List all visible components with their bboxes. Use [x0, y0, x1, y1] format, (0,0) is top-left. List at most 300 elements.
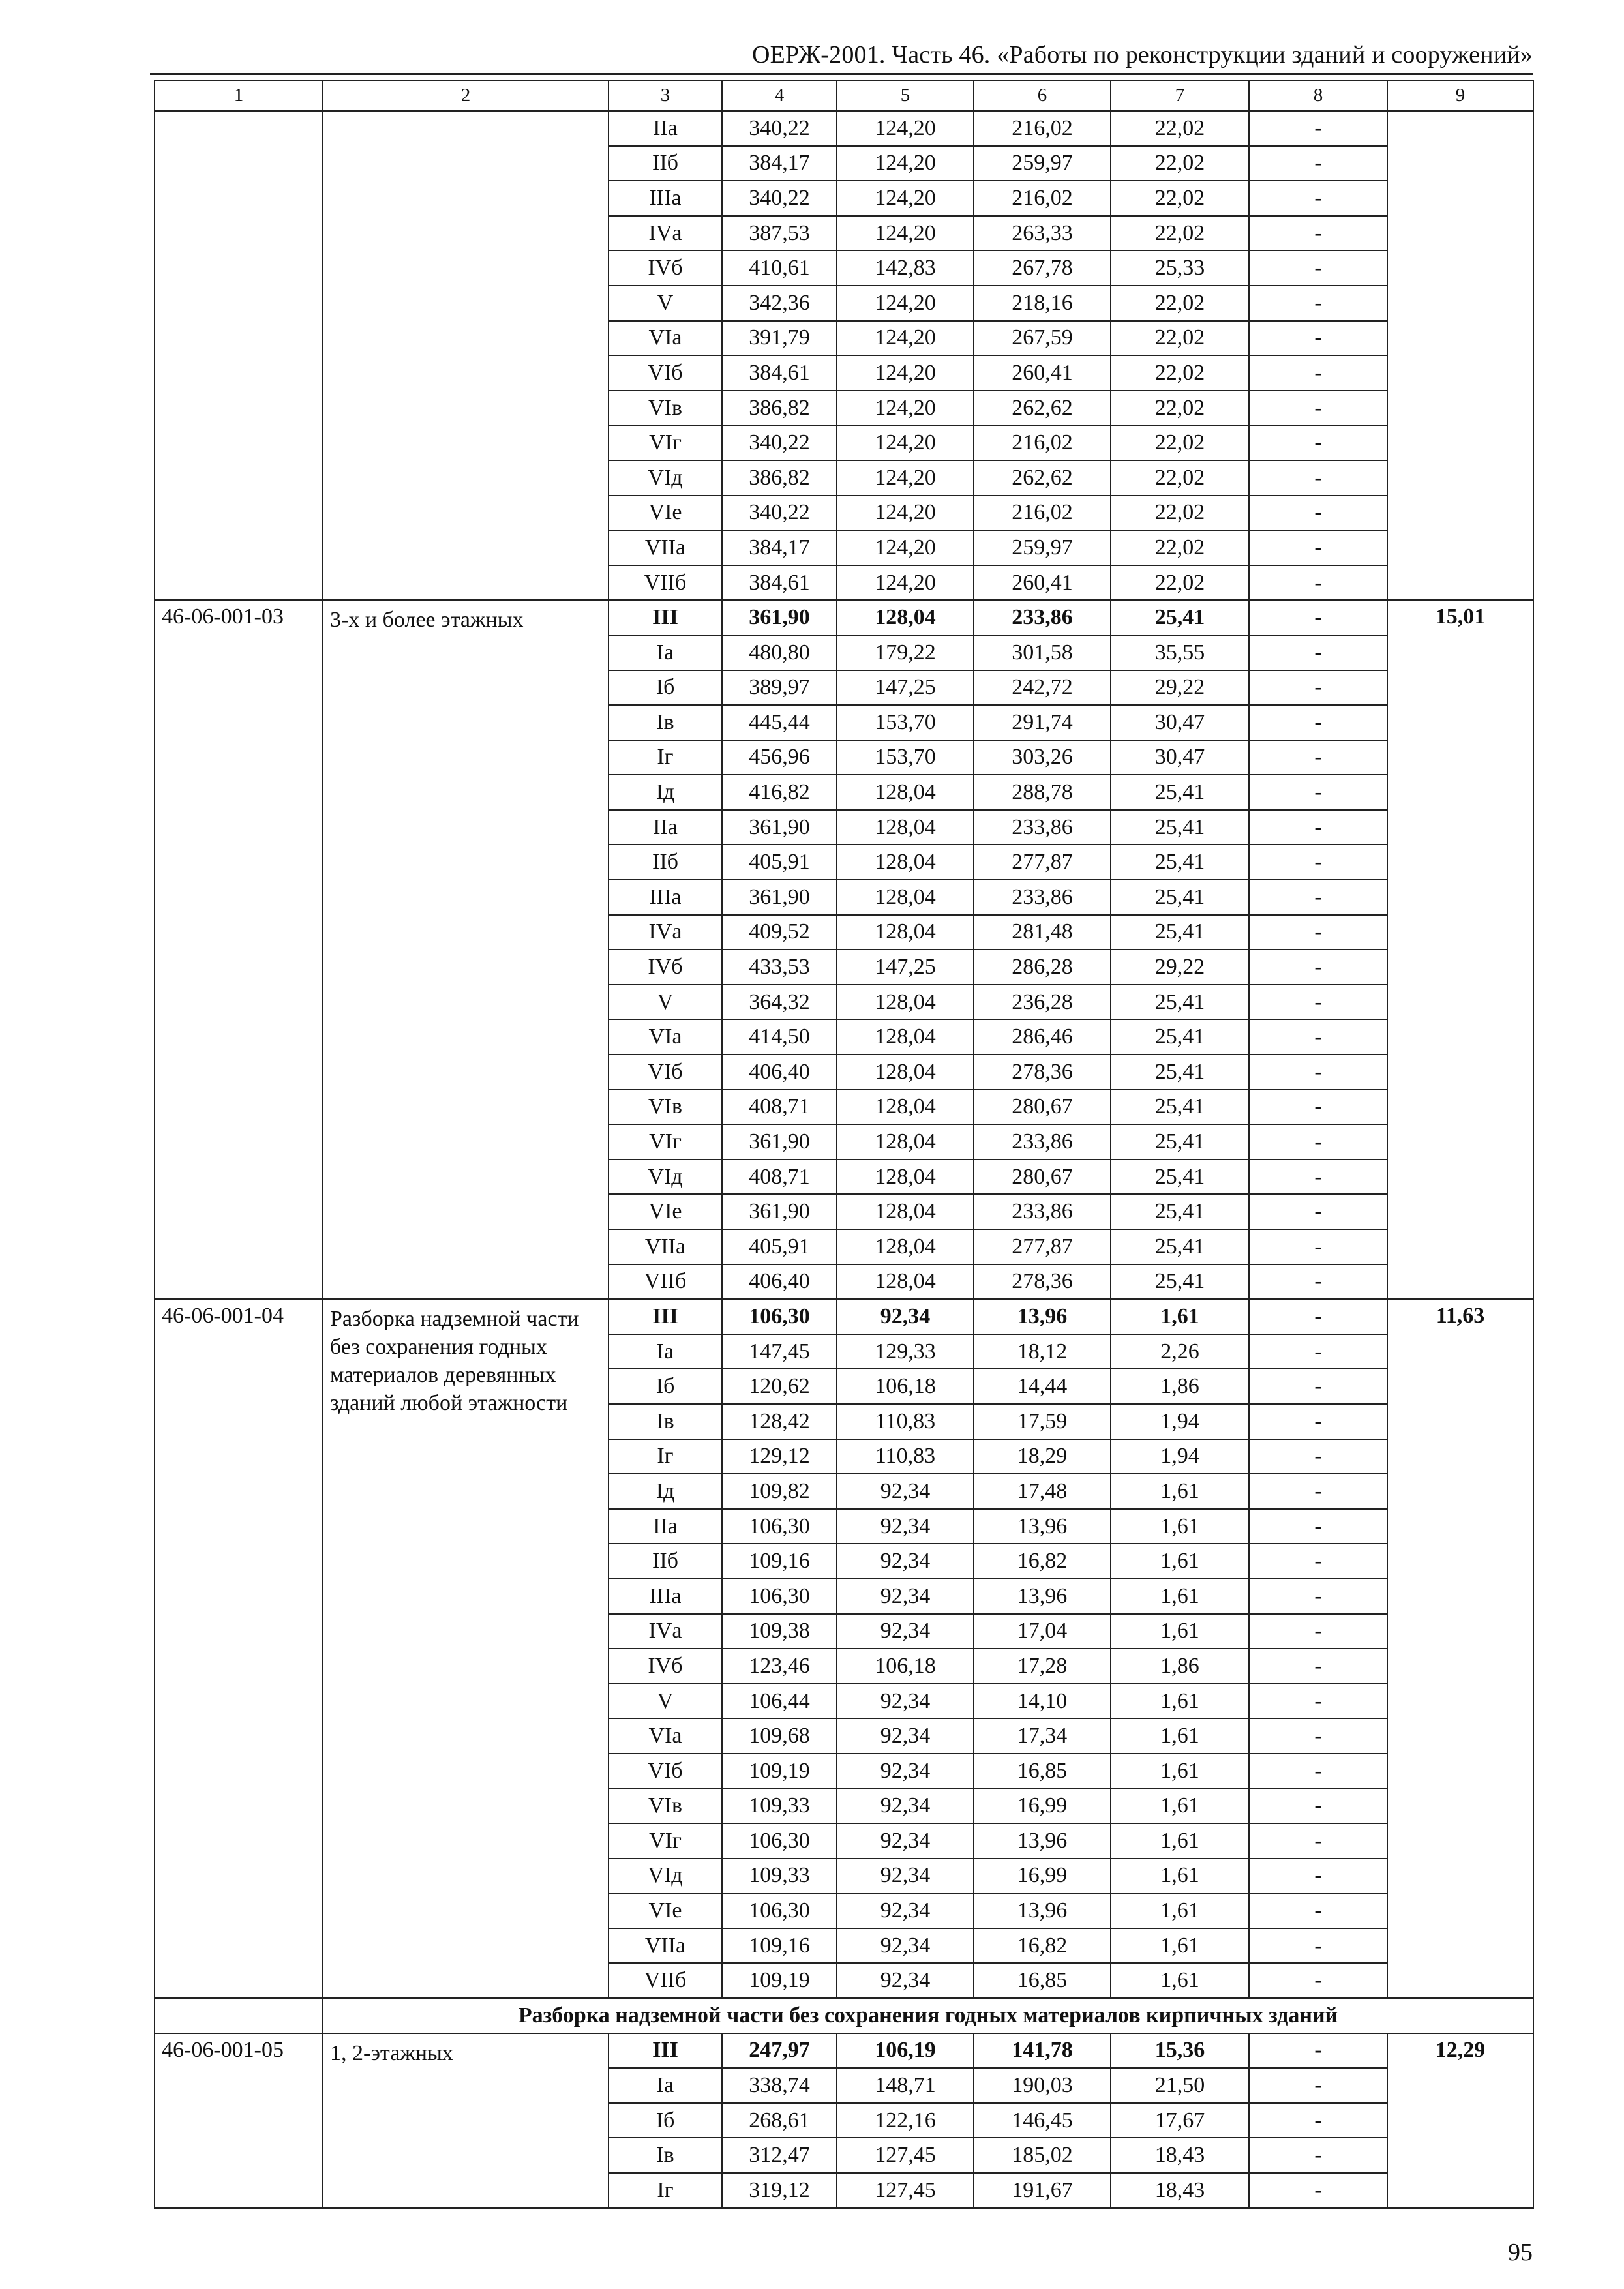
machines-cell: 216,02 — [974, 425, 1111, 460]
materials-cell: - — [1249, 111, 1387, 146]
materials-cell: - — [1249, 1649, 1387, 1684]
machinist-wages-cell: 2,26 — [1111, 1334, 1249, 1369]
machines-cell: 17,04 — [974, 1614, 1111, 1649]
machinist-wages-cell: 1,61 — [1111, 1754, 1249, 1789]
wages-cell: 128,04 — [837, 1159, 974, 1195]
machinist-wages-cell: 22,02 — [1111, 216, 1249, 251]
wages-cell: 147,25 — [837, 670, 974, 706]
class-cell: VIв — [609, 1090, 722, 1125]
class-cell: Iа — [609, 635, 722, 670]
wages-cell: 92,34 — [837, 1614, 974, 1649]
total-cost-cell: 384,17 — [722, 146, 837, 181]
machines-cell: 259,97 — [974, 146, 1111, 181]
materials-cell: - — [1249, 2173, 1387, 2208]
labour-cost-cell: 15,01 — [1387, 600, 1533, 1299]
wages-cell: 92,34 — [837, 1718, 974, 1754]
class-cell: IVа — [609, 216, 722, 251]
machinist-wages-cell: 25,41 — [1111, 1124, 1249, 1159]
total-cost-cell: 109,38 — [722, 1614, 837, 1649]
materials-cell: - — [1249, 1893, 1387, 1928]
machines-cell: 191,67 — [974, 2173, 1111, 2208]
machinist-wages-cell: 1,61 — [1111, 1299, 1249, 1334]
class-cell: VIа — [609, 321, 722, 356]
machinist-wages-cell: 22,02 — [1111, 425, 1249, 460]
total-cost-cell: 387,53 — [722, 216, 837, 251]
wages-cell: 147,25 — [837, 950, 974, 985]
wages-cell: 128,04 — [837, 810, 974, 845]
class-cell: VIд — [609, 1859, 722, 1894]
class-cell: Iг — [609, 740, 722, 775]
class-cell: Iд — [609, 1474, 722, 1509]
machinist-wages-cell: 1,61 — [1111, 1963, 1249, 1998]
total-cost-cell: 361,90 — [722, 600, 837, 635]
machinist-wages-cell: 25,41 — [1111, 845, 1249, 880]
materials-cell: - — [1249, 1684, 1387, 1719]
section-heading-row — [155, 1998, 1533, 2033]
wages-cell: 128,04 — [837, 1229, 974, 1264]
machines-cell: 233,86 — [974, 810, 1111, 845]
materials-cell: - — [1249, 425, 1387, 460]
machines-cell: 216,02 — [974, 181, 1111, 216]
machinist-wages-cell: 1,61 — [1111, 1544, 1249, 1579]
machines-cell: 141,78 — [974, 2033, 1111, 2069]
machines-cell: 233,86 — [974, 600, 1111, 635]
materials-cell: - — [1249, 1194, 1387, 1229]
materials-cell: - — [1249, 565, 1387, 601]
class-cell: Iб — [609, 1369, 722, 1404]
total-cost-cell: 384,61 — [722, 565, 837, 601]
machines-cell: 17,34 — [974, 1718, 1111, 1754]
wages-cell: 128,04 — [837, 1055, 974, 1090]
class-cell: VIг — [609, 1823, 722, 1859]
machinist-wages-cell: 29,22 — [1111, 950, 1249, 985]
machines-cell: 16,99 — [974, 1859, 1111, 1894]
total-cost-cell: 433,53 — [722, 950, 837, 985]
total-cost-cell: 109,16 — [722, 1544, 837, 1579]
class-cell: IVб — [609, 950, 722, 985]
class-cell: III — [609, 2033, 722, 2069]
materials-cell: - — [1249, 1229, 1387, 1264]
total-cost-cell: 109,82 — [722, 1474, 837, 1509]
total-cost-cell: 247,97 — [722, 2033, 837, 2069]
wages-cell: 128,04 — [837, 775, 974, 810]
wages-cell: 129,33 — [837, 1334, 974, 1369]
wages-cell: 124,20 — [837, 355, 974, 391]
materials-cell: - — [1249, 1859, 1387, 1894]
total-cost-cell: 106,30 — [722, 1893, 837, 1928]
materials-cell: - — [1249, 950, 1387, 985]
materials-cell: - — [1249, 355, 1387, 391]
total-cost-cell: 123,46 — [722, 1649, 837, 1684]
machinist-wages-cell: 1,61 — [1111, 1928, 1249, 1964]
wages-cell: 92,34 — [837, 1684, 974, 1719]
class-cell: Iг — [609, 1439, 722, 1474]
class-cell: VIе — [609, 1194, 722, 1229]
materials-cell: - — [1249, 1823, 1387, 1859]
class-cell: VIIа — [609, 530, 722, 565]
total-cost-cell: 480,80 — [722, 635, 837, 670]
class-cell: Iб — [609, 2103, 722, 2138]
column-number: 7 — [1111, 80, 1249, 111]
wages-cell: 128,04 — [837, 1090, 974, 1125]
class-cell: VIг — [609, 1124, 722, 1159]
materials-cell: - — [1249, 460, 1387, 496]
machines-cell: 16,85 — [974, 1963, 1111, 1998]
total-cost-cell: 109,33 — [722, 1789, 837, 1824]
column-number: 9 — [1387, 80, 1533, 111]
class-cell: Iв — [609, 2138, 722, 2173]
wages-cell: 128,04 — [837, 915, 974, 950]
machinist-wages-cell: 17,67 — [1111, 2103, 1249, 2138]
labour-cost-cell: 11,63 — [1387, 1299, 1533, 1998]
materials-cell: - — [1249, 2103, 1387, 2138]
total-cost-cell: 106,30 — [722, 1579, 837, 1614]
total-cost-cell: 109,19 — [722, 1754, 837, 1789]
class-cell: V — [609, 1684, 722, 1719]
materials-cell: - — [1249, 1789, 1387, 1824]
total-cost-cell: 129,12 — [722, 1439, 837, 1474]
class-cell: IIб — [609, 1544, 722, 1579]
machines-cell: 236,28 — [974, 985, 1111, 1020]
total-cost-cell: 106,30 — [722, 1509, 837, 1544]
class-cell: VIб — [609, 355, 722, 391]
page-number: 95 — [1508, 2239, 1533, 2266]
machines-cell: 18,12 — [974, 1334, 1111, 1369]
machinist-wages-cell: 25,41 — [1111, 810, 1249, 845]
materials-cell: - — [1249, 1055, 1387, 1090]
materials-cell: - — [1249, 880, 1387, 915]
machinist-wages-cell: 22,02 — [1111, 391, 1249, 426]
class-cell: VIа — [609, 1019, 722, 1055]
machinist-wages-cell: 25,33 — [1111, 250, 1249, 286]
class-cell: VIIб — [609, 1963, 722, 1998]
wages-cell: 92,34 — [837, 1299, 974, 1334]
labour-cost-cell — [1387, 111, 1533, 600]
machines-cell: 286,28 — [974, 950, 1111, 985]
total-cost-cell: 414,50 — [722, 1019, 837, 1055]
machinist-wages-cell: 15,36 — [1111, 2033, 1249, 2069]
class-cell: Iб — [609, 670, 722, 706]
section-heading: Разборка надземной части без сохранения годных материалов кирпичных зданий — [323, 1998, 1533, 2033]
total-cost-cell: 406,40 — [722, 1264, 837, 1300]
total-cost-cell: 268,61 — [722, 2103, 837, 2138]
class-cell: VIв — [609, 391, 722, 426]
class-cell: VIб — [609, 1055, 722, 1090]
total-cost-cell: 361,90 — [722, 810, 837, 845]
materials-cell: - — [1249, 1404, 1387, 1439]
class-cell: VIIб — [609, 1264, 722, 1300]
wages-cell: 106,18 — [837, 1649, 974, 1684]
machinist-wages-cell: 25,41 — [1111, 1159, 1249, 1195]
column-number: 3 — [609, 80, 722, 111]
materials-cell: - — [1249, 1544, 1387, 1579]
section-spacer — [155, 1998, 323, 2033]
class-cell: V — [609, 985, 722, 1020]
machinist-wages-cell: 1,61 — [1111, 1789, 1249, 1824]
class-cell: IIа — [609, 810, 722, 845]
total-cost-cell: 109,16 — [722, 1928, 837, 1964]
class-cell: Iа — [609, 2068, 722, 2103]
description-cell: 1, 2-этажных — [323, 2033, 609, 2208]
materials-cell: - — [1249, 216, 1387, 251]
machines-cell: 190,03 — [974, 2068, 1111, 2103]
machinist-wages-cell: 1,61 — [1111, 1579, 1249, 1614]
materials-cell: - — [1249, 286, 1387, 321]
class-cell: IIIа — [609, 181, 722, 216]
total-cost-cell: 386,82 — [722, 391, 837, 426]
class-cell: IIб — [609, 146, 722, 181]
materials-cell: - — [1249, 845, 1387, 880]
machines-cell: 291,74 — [974, 705, 1111, 740]
machines-cell: 17,59 — [974, 1404, 1111, 1439]
total-cost-cell: 364,32 — [722, 985, 837, 1020]
materials-cell: - — [1249, 1614, 1387, 1649]
wages-cell: 128,04 — [837, 1019, 974, 1055]
machines-cell: 13,96 — [974, 1579, 1111, 1614]
description-cell: Разборка надземной части без сохранения годных материалов деревянных зданий любой этажности — [323, 1299, 609, 1998]
machines-cell: 233,86 — [974, 1194, 1111, 1229]
total-cost-cell: 340,22 — [722, 111, 837, 146]
wages-cell: 92,34 — [837, 1893, 974, 1928]
machinist-wages-cell: 22,02 — [1111, 496, 1249, 531]
machines-cell: 13,96 — [974, 1823, 1111, 1859]
machines-cell: 233,86 — [974, 880, 1111, 915]
machines-cell: 267,78 — [974, 250, 1111, 286]
materials-cell: - — [1249, 915, 1387, 950]
materials-cell: - — [1249, 775, 1387, 810]
wages-cell: 110,83 — [837, 1439, 974, 1474]
wages-cell: 153,70 — [837, 740, 974, 775]
description-cell: 3-х и более этажных — [323, 600, 609, 1299]
machines-cell: 259,97 — [974, 530, 1111, 565]
machines-cell: 278,36 — [974, 1264, 1111, 1300]
machinist-wages-cell: 1,61 — [1111, 1509, 1249, 1544]
machines-cell: 17,48 — [974, 1474, 1111, 1509]
total-cost-cell: 386,82 — [722, 460, 837, 496]
column-number-row — [155, 80, 1533, 111]
total-cost-cell: 408,71 — [722, 1090, 837, 1125]
column-number: 8 — [1249, 80, 1387, 111]
total-cost-cell: 312,47 — [722, 2138, 837, 2173]
class-cell: IIIа — [609, 1579, 722, 1614]
materials-cell: - — [1249, 635, 1387, 670]
machinist-wages-cell: 1,61 — [1111, 1614, 1249, 1649]
materials-cell: - — [1249, 181, 1387, 216]
table-row — [155, 1299, 1533, 1334]
wages-cell: 127,45 — [837, 2138, 974, 2173]
machinist-wages-cell: 29,22 — [1111, 670, 1249, 706]
wages-cell: 92,34 — [837, 1544, 974, 1579]
machinist-wages-cell: 22,02 — [1111, 146, 1249, 181]
machinist-wages-cell: 25,41 — [1111, 880, 1249, 915]
machinist-wages-cell: 25,41 — [1111, 600, 1249, 635]
machines-cell: 242,72 — [974, 670, 1111, 706]
machinist-wages-cell: 25,41 — [1111, 985, 1249, 1020]
total-cost-cell: 109,33 — [722, 1859, 837, 1894]
class-cell: Iг — [609, 2173, 722, 2208]
materials-cell: - — [1249, 1718, 1387, 1754]
machinist-wages-cell: 25,41 — [1111, 1019, 1249, 1055]
total-cost-cell: 410,61 — [722, 250, 837, 286]
materials-cell: - — [1249, 321, 1387, 356]
wages-cell: 92,34 — [837, 1579, 974, 1614]
materials-cell: - — [1249, 530, 1387, 565]
machines-cell: 216,02 — [974, 496, 1111, 531]
materials-cell: - — [1249, 1264, 1387, 1300]
table-row — [155, 2033, 1533, 2069]
materials-cell: - — [1249, 670, 1387, 706]
total-cost-cell: 445,44 — [722, 705, 837, 740]
machinist-wages-cell: 25,41 — [1111, 1090, 1249, 1125]
machinist-wages-cell: 22,02 — [1111, 111, 1249, 146]
rates-table — [154, 80, 1534, 2209]
materials-cell: - — [1249, 1754, 1387, 1789]
wages-cell: 92,34 — [837, 1754, 974, 1789]
machines-cell: 16,99 — [974, 1789, 1111, 1824]
total-cost-cell: 361,90 — [722, 880, 837, 915]
code-cell: 46-06-001-04 — [155, 1299, 323, 1998]
total-cost-cell: 405,91 — [722, 845, 837, 880]
machines-cell: 13,96 — [974, 1893, 1111, 1928]
materials-cell: - — [1249, 600, 1387, 635]
total-cost-cell: 389,97 — [722, 670, 837, 706]
machines-cell: 288,78 — [974, 775, 1111, 810]
machines-cell: 216,02 — [974, 111, 1111, 146]
machinist-wages-cell: 18,43 — [1111, 2138, 1249, 2173]
class-cell: VIе — [609, 1893, 722, 1928]
machinist-wages-cell: 22,02 — [1111, 286, 1249, 321]
wages-cell: 128,04 — [837, 845, 974, 880]
materials-cell: - — [1249, 1159, 1387, 1195]
machinist-wages-cell: 1,94 — [1111, 1404, 1249, 1439]
materials-cell: - — [1249, 1369, 1387, 1404]
machinist-wages-cell: 22,02 — [1111, 565, 1249, 601]
machines-cell: 277,87 — [974, 845, 1111, 880]
class-cell: VIд — [609, 1159, 722, 1195]
machines-cell: 14,10 — [974, 1684, 1111, 1719]
wages-cell: 92,34 — [837, 1789, 974, 1824]
materials-cell: - — [1249, 2138, 1387, 2173]
machines-cell: 16,82 — [974, 1544, 1111, 1579]
machinist-wages-cell: 25,41 — [1111, 1194, 1249, 1229]
column-number: 5 — [837, 80, 974, 111]
materials-cell: - — [1249, 2033, 1387, 2069]
wages-cell: 124,20 — [837, 286, 974, 321]
machinist-wages-cell: 22,02 — [1111, 321, 1249, 356]
total-cost-cell: 361,90 — [722, 1194, 837, 1229]
wages-cell: 142,83 — [837, 250, 974, 286]
materials-cell: - — [1249, 1928, 1387, 1964]
machines-cell: 260,41 — [974, 355, 1111, 391]
total-cost-cell: 384,17 — [722, 530, 837, 565]
rates-table-body — [155, 80, 1533, 2208]
wages-cell: 128,04 — [837, 1124, 974, 1159]
wages-cell: 92,34 — [837, 1963, 974, 1998]
labour-cost-cell: 12,29 — [1387, 2033, 1533, 2208]
total-cost-cell: 409,52 — [722, 915, 837, 950]
total-cost-cell: 106,44 — [722, 1684, 837, 1719]
machinist-wages-cell: 1,86 — [1111, 1369, 1249, 1404]
materials-cell: - — [1249, 1090, 1387, 1125]
machinist-wages-cell: 25,41 — [1111, 1055, 1249, 1090]
machinist-wages-cell: 25,41 — [1111, 1264, 1249, 1300]
class-cell: Iд — [609, 775, 722, 810]
machinist-wages-cell: 30,47 — [1111, 705, 1249, 740]
wages-cell: 92,34 — [837, 1859, 974, 1894]
total-cost-cell: 416,82 — [722, 775, 837, 810]
table-row — [155, 600, 1533, 635]
header-rule — [150, 73, 1533, 75]
machines-cell: 277,87 — [974, 1229, 1111, 1264]
machines-cell: 18,29 — [974, 1439, 1111, 1474]
total-cost-cell: 408,71 — [722, 1159, 837, 1195]
machinist-wages-cell: 1,61 — [1111, 1823, 1249, 1859]
total-cost-cell: 342,36 — [722, 286, 837, 321]
class-cell: VIб — [609, 1754, 722, 1789]
wages-cell: 124,20 — [837, 321, 974, 356]
class-cell: Iв — [609, 705, 722, 740]
machines-cell: 278,36 — [974, 1055, 1111, 1090]
machines-cell: 286,46 — [974, 1019, 1111, 1055]
materials-cell: - — [1249, 496, 1387, 531]
wages-cell: 128,04 — [837, 1194, 974, 1229]
total-cost-cell: 406,40 — [722, 1055, 837, 1090]
materials-cell: - — [1249, 1299, 1387, 1334]
machinist-wages-cell: 21,50 — [1111, 2068, 1249, 2103]
materials-cell: - — [1249, 1334, 1387, 1369]
materials-cell: - — [1249, 1579, 1387, 1614]
wages-cell: 92,34 — [837, 1474, 974, 1509]
wages-cell: 124,20 — [837, 496, 974, 531]
materials-cell: - — [1249, 1963, 1387, 1998]
wages-cell: 92,34 — [837, 1509, 974, 1544]
description-cell — [323, 111, 609, 600]
wages-cell: 92,34 — [837, 1928, 974, 1964]
machines-cell: 280,67 — [974, 1159, 1111, 1195]
code-cell: 46-06-001-05 — [155, 2033, 323, 2208]
machinist-wages-cell: 22,02 — [1111, 181, 1249, 216]
machines-cell: 146,45 — [974, 2103, 1111, 2138]
column-number: 6 — [974, 80, 1111, 111]
class-cell: V — [609, 286, 722, 321]
running-title: ОЕРЖ-2001. Часть 46. «Работы по реконструкции зданий и сооружений» — [751, 41, 1533, 68]
wages-cell: 124,20 — [837, 111, 974, 146]
class-cell: VIе — [609, 496, 722, 531]
machines-cell: 281,48 — [974, 915, 1111, 950]
materials-cell: - — [1249, 810, 1387, 845]
class-cell: VIIа — [609, 1229, 722, 1264]
machinist-wages-cell: 1,61 — [1111, 1684, 1249, 1719]
machines-cell: 262,62 — [974, 460, 1111, 496]
materials-cell: - — [1249, 1474, 1387, 1509]
total-cost-cell: 405,91 — [722, 1229, 837, 1264]
total-cost-cell: 340,22 — [722, 496, 837, 531]
machinist-wages-cell: 22,02 — [1111, 355, 1249, 391]
table-row — [155, 111, 1533, 146]
total-cost-cell: 340,22 — [722, 425, 837, 460]
materials-cell: - — [1249, 1439, 1387, 1474]
materials-cell: - — [1249, 2068, 1387, 2103]
class-cell: VIв — [609, 1789, 722, 1824]
wages-cell: 153,70 — [837, 705, 974, 740]
wages-cell: 110,83 — [837, 1404, 974, 1439]
wages-cell: 148,71 — [837, 2068, 974, 2103]
total-cost-cell: 361,90 — [722, 1124, 837, 1159]
machines-cell: 16,85 — [974, 1754, 1111, 1789]
machinist-wages-cell: 1,61 — [1111, 1893, 1249, 1928]
wages-cell: 124,20 — [837, 146, 974, 181]
class-cell: IIа — [609, 1509, 722, 1544]
